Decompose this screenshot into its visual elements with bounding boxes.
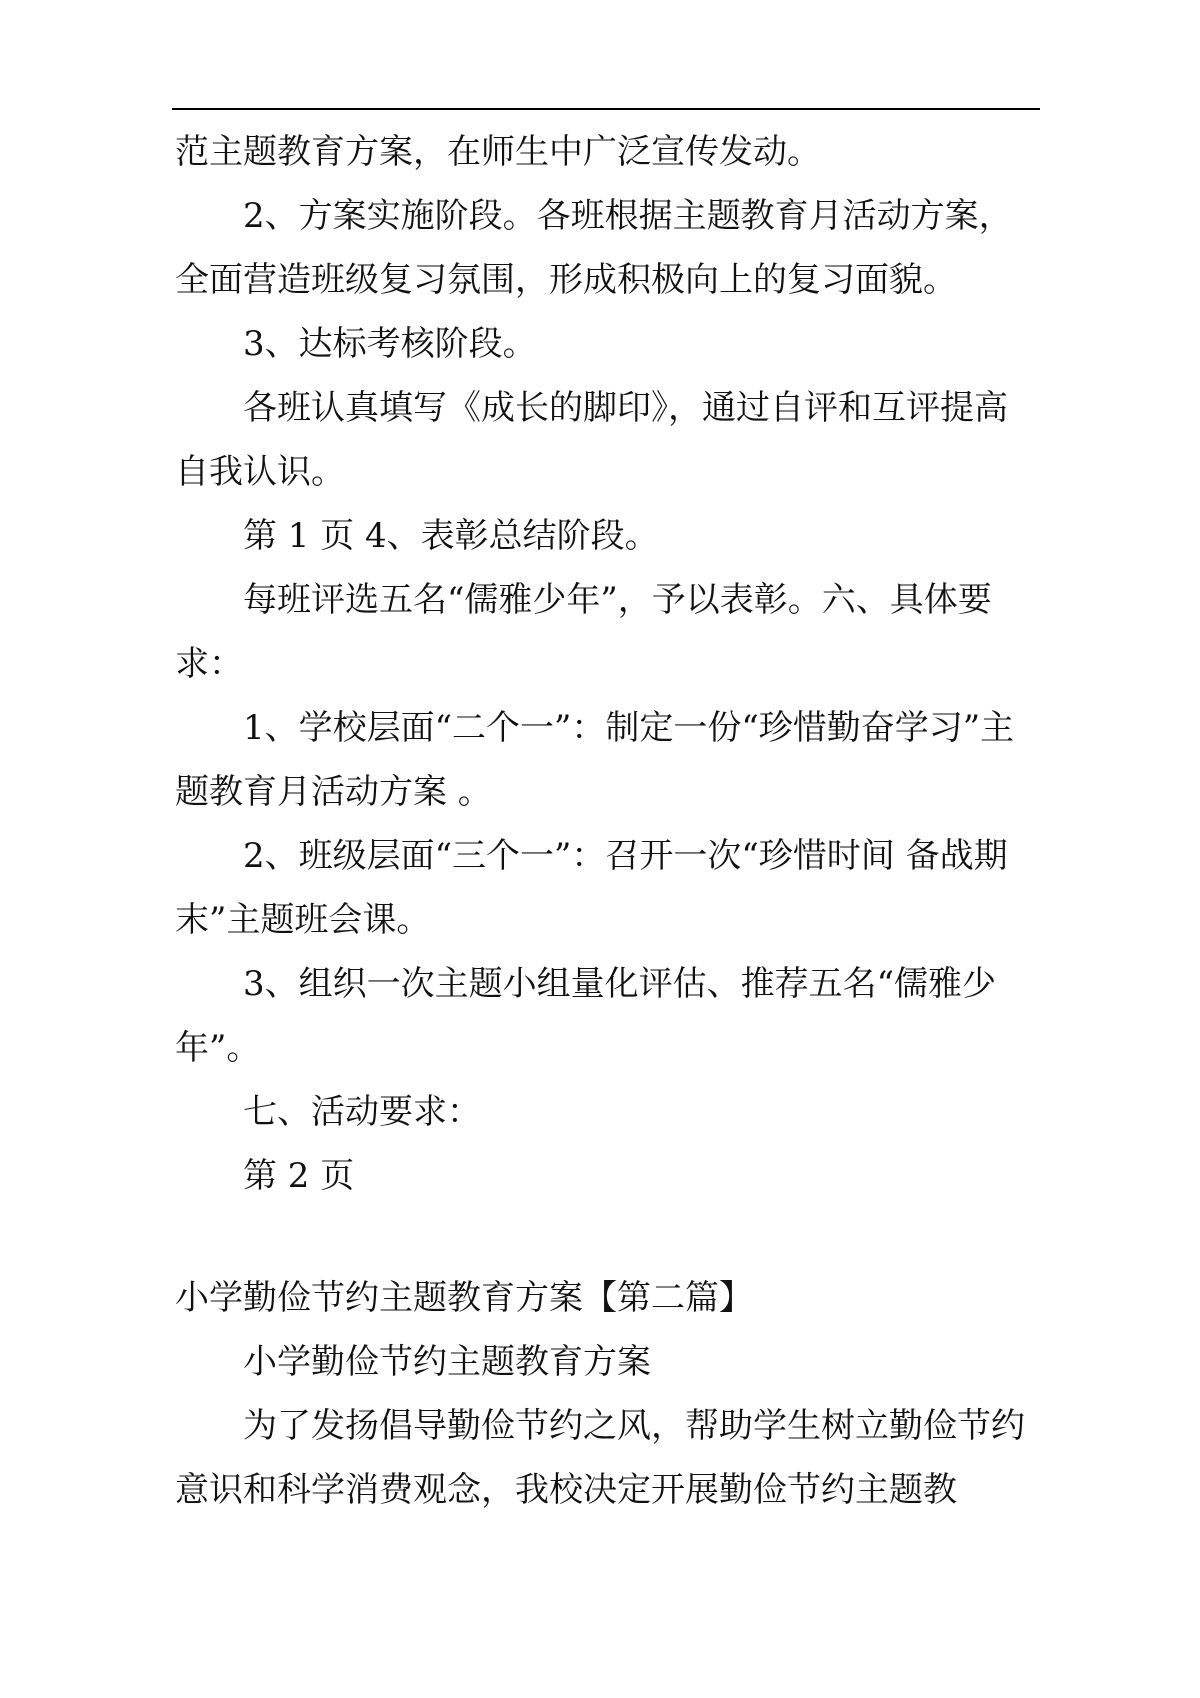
page-number: 第 2 页 xyxy=(243,1156,355,1196)
paragraph: 每班评选五名“儒雅少年”，予以表彰。六、具体要求： xyxy=(175,580,992,684)
paragraph: 七、活动要求： xyxy=(243,1092,481,1132)
paragraph-with-page-number: 第 1 页 4、表彰总结阶段。 xyxy=(243,516,659,556)
document-body xyxy=(175,120,1035,1522)
section-title: 小学勤俭节约主题教育方案【第二篇】 xyxy=(175,1278,753,1318)
subsection-title: 小学勤俭节约主题教育方案 xyxy=(243,1342,651,1382)
paragraph: 2、方案实施阶段。各班根据主题教育月活动方案，全面营造班级复习氛围，形成积极向上的复习面貌。 xyxy=(175,196,1013,300)
paragraph: 3、达标考核阶段。 xyxy=(243,324,537,364)
paragraph: 3、组织一次主题小组量化评估、推荐五名“儒雅少年”。 xyxy=(175,964,997,1068)
spacer xyxy=(175,1208,1035,1266)
paragraph: 1、学校层面“二个一”：制定一份“珍惜勤奋学习”主题教育月活动方案 。 xyxy=(175,708,1015,812)
paragraph: 范主题教育方案，在师生中广泛宣传发动。 xyxy=(175,132,821,172)
paragraph: 各班认真填写《成长的脚印》，通过自评和互评提高自我认识。 xyxy=(175,388,1008,492)
paragraph: 为了发扬倡导勤俭节约之风，帮助学生树立勤俭节约意识和科学消费观念，我校决定开展勤俭节约主题教 xyxy=(175,1406,1025,1510)
paragraph: 2、班级层面“三个一”：召开一次“珍惜时间 备战期末”主题班会课。 xyxy=(175,836,1008,940)
header-rule xyxy=(172,108,1040,110)
